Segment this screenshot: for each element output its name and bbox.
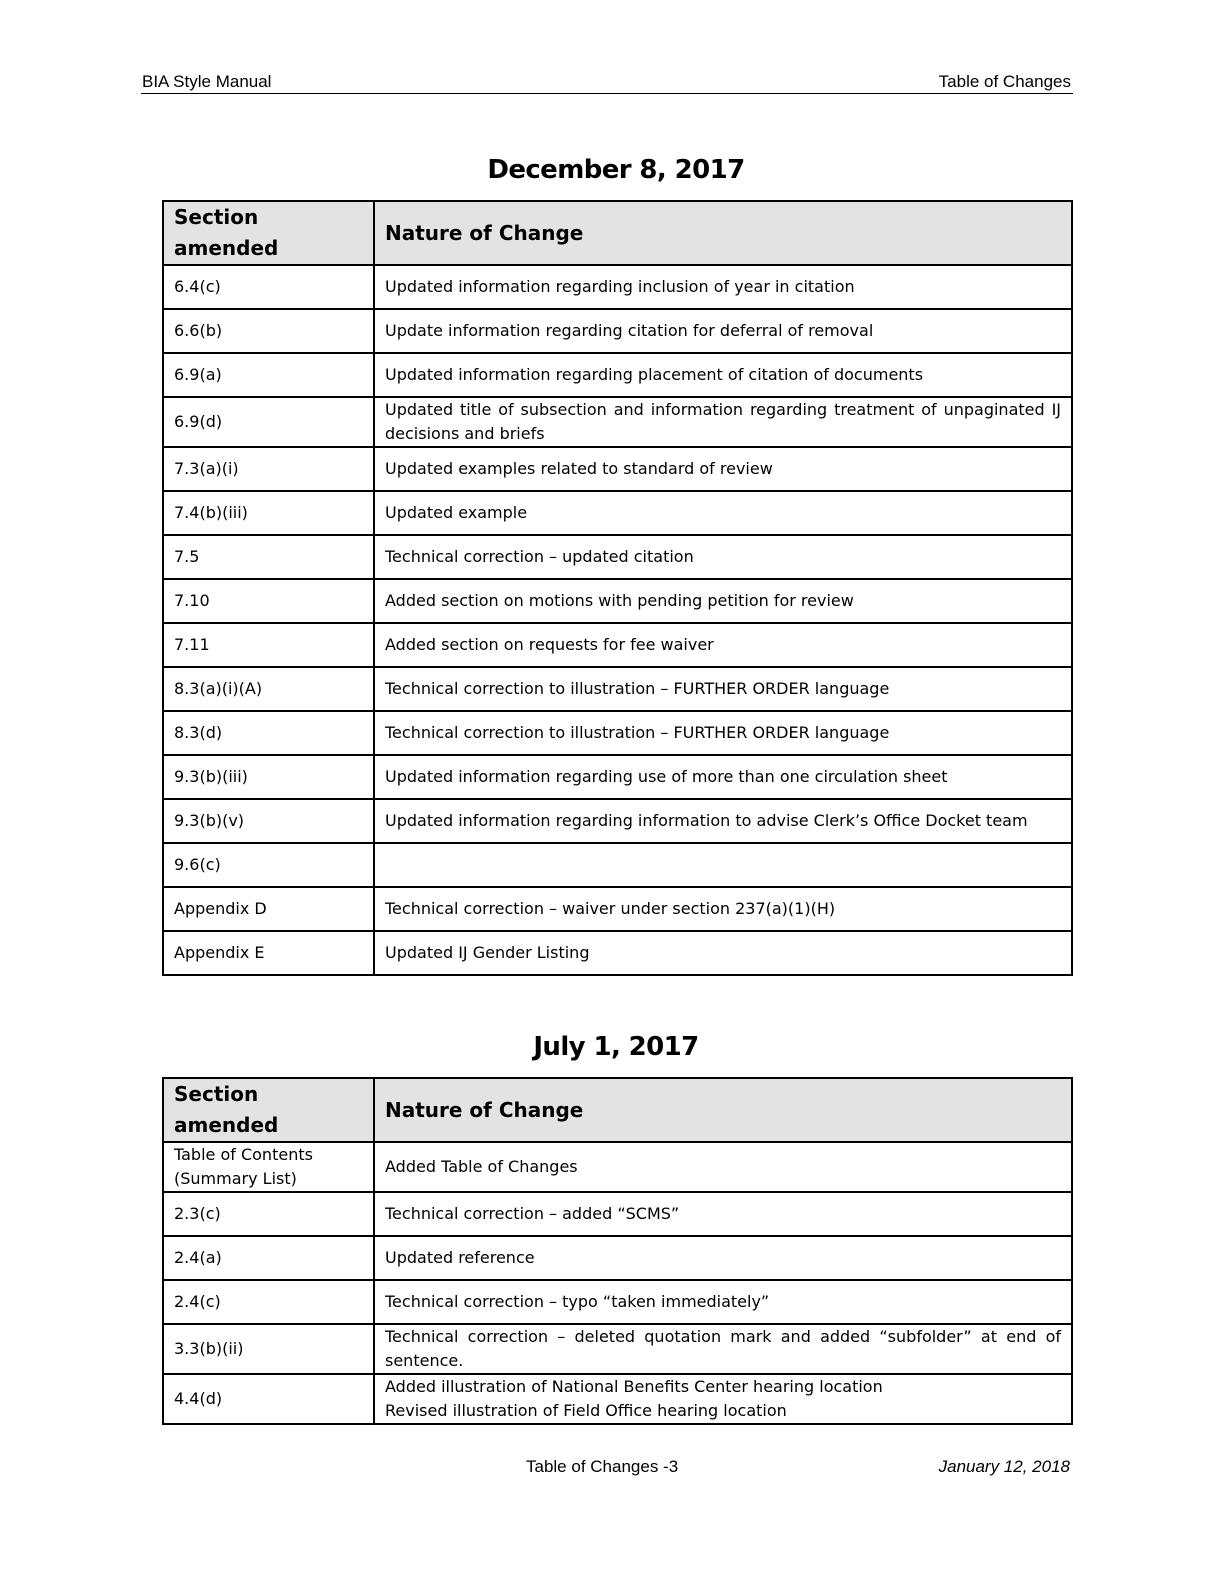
table-header-row bbox=[163, 201, 1072, 265]
footer-page-number: Table of Changes -3 bbox=[526, 1457, 679, 1476]
change-cell: Technical correction – waiver under section 237(a)(1)(H) bbox=[374, 887, 1072, 931]
header-document-title: BIA Style Manual bbox=[142, 72, 272, 91]
table-row bbox=[163, 265, 1072, 309]
changes-table-july-2017 bbox=[162, 1077, 1073, 1425]
table-row bbox=[163, 843, 1072, 887]
table-row bbox=[163, 447, 1072, 491]
table-row bbox=[163, 1192, 1072, 1236]
section-heading-december-2017: December 8, 2017 bbox=[487, 155, 745, 185]
column-header-section: Section amended bbox=[163, 1078, 374, 1142]
header-section-title: Table of Changes bbox=[938, 72, 1071, 91]
table-row bbox=[163, 623, 1072, 667]
table-row bbox=[163, 1324, 1072, 1374]
section-cell: 3.3(b)(ii) bbox=[163, 1324, 374, 1374]
change-cell: Updated information regarding use of more than one circulation sheet bbox=[374, 755, 1072, 799]
change-cell: Update information regarding citation for deferral of removal bbox=[374, 309, 1072, 353]
change-cell: Technical correction – updated citation bbox=[374, 535, 1072, 579]
change-cell bbox=[374, 843, 1072, 887]
section-cell: 7.5 bbox=[163, 535, 374, 579]
column-header-section: Section amended bbox=[163, 201, 374, 265]
section-cell: 7.3(a)(i) bbox=[163, 447, 374, 491]
page-header bbox=[141, 70, 1073, 94]
change-cell: Added section on motions with pending petition for review bbox=[374, 579, 1072, 623]
table-row bbox=[163, 931, 1072, 975]
section-cell: 4.4(d) bbox=[163, 1374, 374, 1424]
table-row bbox=[163, 491, 1072, 535]
change-cell: Updated IJ Gender Listing bbox=[374, 931, 1072, 975]
change-cell: Technical correction to illustration – FURTHER ORDER language bbox=[374, 711, 1072, 755]
section-cell: 7.10 bbox=[163, 579, 374, 623]
change-cell: Technical correction – deleted quotation mark and added “subfolder” at end of sentence. bbox=[374, 1324, 1072, 1374]
table-row bbox=[163, 887, 1072, 931]
section-cell: 6.9(d) bbox=[163, 397, 374, 447]
table-header-row bbox=[163, 1078, 1072, 1142]
table-row bbox=[163, 755, 1072, 799]
section-cell: 7.11 bbox=[163, 623, 374, 667]
change-cell: Technical correction – added “SCMS” bbox=[374, 1192, 1072, 1236]
section-cell: 9.3(b)(iii) bbox=[163, 755, 374, 799]
change-cell bbox=[374, 1374, 1072, 1424]
table-row bbox=[163, 535, 1072, 579]
table-row bbox=[163, 579, 1072, 623]
section-cell: 9.3(b)(v) bbox=[163, 799, 374, 843]
change-cell: Technical correction – typo “taken immediately” bbox=[374, 1280, 1072, 1324]
section-cell: 2.3(c) bbox=[163, 1192, 374, 1236]
section-cell: 2.4(a) bbox=[163, 1236, 374, 1280]
table-row bbox=[163, 353, 1072, 397]
change-cell: Updated information regarding inclusion of year in citation bbox=[374, 265, 1072, 309]
table-row bbox=[163, 799, 1072, 843]
change-cell: Updated examples related to standard of review bbox=[374, 447, 1072, 491]
change-line: Added illustration of National Benefits Center hearing location bbox=[385, 1377, 883, 1396]
table-row bbox=[163, 1236, 1072, 1280]
section-cell: 6.4(c) bbox=[163, 265, 374, 309]
section-cell: 2.4(c) bbox=[163, 1280, 374, 1324]
section-cell: 8.3(d) bbox=[163, 711, 374, 755]
section-cell: 6.6(b) bbox=[163, 309, 374, 353]
change-cell: Added section on requests for fee waiver bbox=[374, 623, 1072, 667]
section-cell: 7.4(b)(iii) bbox=[163, 491, 374, 535]
footer-date: January 12, 2018 bbox=[938, 1457, 1070, 1476]
table-row bbox=[163, 667, 1072, 711]
table-row bbox=[163, 1374, 1072, 1424]
change-line: Revised illustration of Field Office hearing location bbox=[385, 1401, 787, 1420]
change-cell: Updated title of subsection and information regarding treatment of unpaginated IJ decisions and briefs bbox=[374, 397, 1072, 447]
change-cell: Updated example bbox=[374, 491, 1072, 535]
section-heading-july-2017: July 1, 2017 bbox=[533, 1032, 699, 1062]
section-cell: Appendix E bbox=[163, 931, 374, 975]
section-cell: 6.9(a) bbox=[163, 353, 374, 397]
table-row bbox=[163, 1142, 1072, 1192]
change-cell: Updated information regarding placement of citation of documents bbox=[374, 353, 1072, 397]
column-header-nature-of-change: Nature of Change bbox=[374, 1078, 1072, 1142]
change-cell: Updated reference bbox=[374, 1236, 1072, 1280]
section-cell: 9.6(c) bbox=[163, 843, 374, 887]
section-cell: Table of Contents (Summary List) bbox=[163, 1142, 374, 1192]
table-row bbox=[163, 711, 1072, 755]
changes-table-december-2017 bbox=[162, 200, 1073, 976]
change-cell: Technical correction to illustration – FURTHER ORDER language bbox=[374, 667, 1072, 711]
table-row bbox=[163, 309, 1072, 353]
section-cell: Appendix D bbox=[163, 887, 374, 931]
section-cell: 8.3(a)(i)(A) bbox=[163, 667, 374, 711]
change-cell: Updated information regarding information to advise Clerk’s Office Docket team bbox=[374, 799, 1072, 843]
change-cell: Added Table of Changes bbox=[374, 1142, 1072, 1192]
table-row bbox=[163, 1280, 1072, 1324]
table-row bbox=[163, 397, 1072, 447]
column-header-nature-of-change: Nature of Change bbox=[374, 201, 1072, 265]
